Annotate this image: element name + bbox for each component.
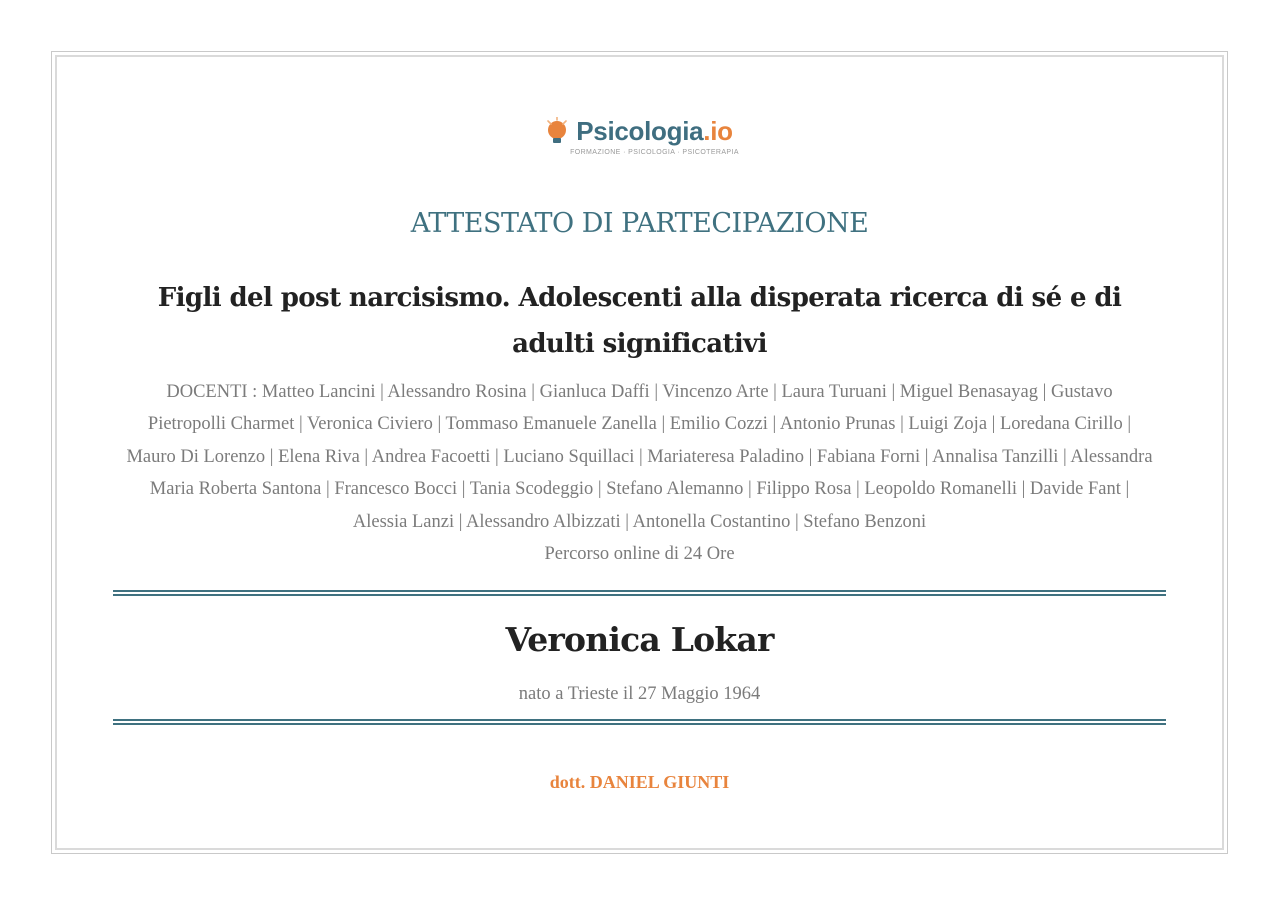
logo-tagline: FORMAZIONE · PSICOLOGIA · PSICOTERAPIA [570, 148, 739, 156]
certificate-content [56, 56, 1223, 849]
signer-name: dott. DANIEL GIUNTI [549, 772, 730, 792]
course-title: Figli del post narcisismo. Adolescenti alla disperata ricerca di sé e di adulti significativi [157, 283, 1122, 359]
brand-logo [56, 116, 1223, 156]
recipient-name: Veronica Lokar [505, 620, 774, 659]
logo-name-main: Psicologia [576, 116, 704, 146]
lightbulb-icon [546, 117, 572, 147]
teachers-list: DOCENTI : Matteo Lancini | Alessandro Rosina | Gianluca Daffi | Vincenzo Arte | Laura Turuani | Miguel Benasayag | Gustavo Pietropolli Charmet | Veronica Civiero | Tommaso Emanuele Zanella | Emilio Cozzi | Antonio Prunas | Luigi Zoja | Loredana Cirillo | Mauro Di Lorenzo | Elena Riva | Andrea Facoetti | Luciano Squillaci | Mariateresa Paladino | Fabiana Forni | Annalisa Tanzilli | Alessandra Maria Roberta Santona | Francesco Bocci | Tania Scodeggio | Stefano Alemanno | Filippo Rosa | Leopoldo Romanelli | Davide Fant | Alessia Lanzi | Alessandro Albizzati | Antonella Costantino | Stefano Benzoni [126, 382, 1153, 532]
certificate-title: ATTESTATO DI PARTECIPAZIONE [410, 208, 869, 239]
divider-bottom [113, 719, 1166, 725]
logo-name-accent: .io [703, 116, 733, 146]
logo-wordmark [576, 116, 732, 147]
course-duration: Percorso online di 24 Ore [544, 544, 735, 564]
logo-row [546, 116, 732, 147]
recipient-birth-info: nato a Trieste il 27 Maggio 1964 [518, 684, 761, 704]
divider-top [113, 590, 1166, 596]
